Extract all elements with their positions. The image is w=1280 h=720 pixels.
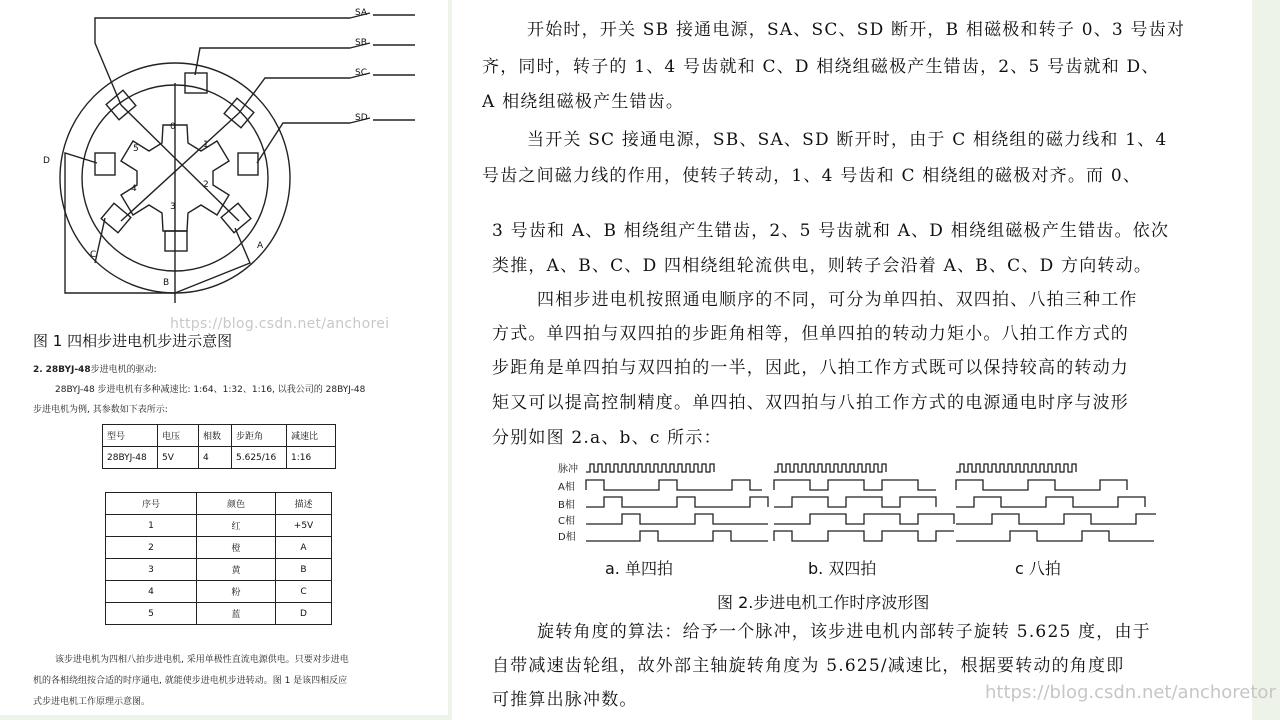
label-phase-a: A (257, 241, 264, 251)
wave-c-phase-d (956, 531, 1154, 541)
wave-caption-b: b. 双四拍 (808, 559, 877, 578)
para1-line1: 28BYJ-48 步进电机有多种减速比: 1:64、1:32、1:16, 以我公司的 28BYJ-48 (55, 385, 366, 395)
table-cell: 28BYJ-48 (103, 447, 158, 469)
table-cell: 1:16 (287, 447, 336, 469)
wave-label-c: C相 (558, 516, 575, 527)
wave-a-phase-b (586, 497, 768, 507)
para4-line2: 自带减速齿轮组，故外部主轴旋转角度为 5.625/减速比，根据要转动的角度即 (492, 656, 1125, 676)
para1-line3: A 相绕组磁极产生错齿。 (482, 92, 685, 112)
table-row (106, 581, 332, 603)
table-cell: 描述 (276, 493, 332, 515)
wave-b-phase-a (774, 480, 936, 490)
stator-pole (165, 231, 187, 251)
wave-label-pulse: 脉冲 (558, 464, 578, 475)
para2-line2: 机的各相绕组按合适的时序通电, 就能使步进电机步进转动。图 1 是该四相反应 (33, 676, 348, 686)
para3-line3: 步距角是单四拍与双四拍的一半，因此，八拍工作方式既可以保持较高的转动力 (492, 358, 1129, 378)
label-tooth: 3 (170, 202, 176, 212)
label-tooth: 1 (203, 140, 209, 150)
para3-line4: 矩又可以提高控制精度。单四拍、双四拍与八拍工作方式的电源通电时序与波形 (492, 393, 1129, 413)
wave-label-b: B相 (558, 500, 575, 511)
table-cell: 3 (106, 559, 197, 581)
wave-b-pulse (774, 464, 886, 472)
para2-line3: 3 号齿和 A、B 相绕组产生错齿，2、5 号齿就和 A、D 相绕组磁极产生错齿。依次 (492, 221, 1170, 241)
table-cell: 电压 (158, 425, 199, 447)
wave-a-pulse (586, 464, 714, 472)
table-cell: 型号 (103, 425, 158, 447)
label-phase-d: D (43, 156, 50, 166)
label-tooth: 2 (203, 180, 209, 190)
left-page-panel (0, 0, 448, 715)
label-phase-b: B (163, 278, 170, 288)
wave-a-phase-d (586, 531, 768, 541)
para3-line2: 方式。单四拍与双四拍的步距角相等，但单四拍的转动力矩小。八拍工作方式的 (492, 324, 1129, 344)
table-cell: 相数 (199, 425, 232, 447)
stator-pole (95, 153, 115, 175)
para1-line1: 开始时，开关 SB 接通电源，SA、SC、SD 断开，B 相磁极和转子 0、3 号齿对 (527, 20, 1186, 40)
wave-c-pulse (956, 464, 1076, 472)
para2-line2: 号齿之间磁力线的作用，使转子转动，1、4 号齿和 C 相绕组的磁极对齐。而 0、 (482, 166, 1142, 186)
para2-line1: 该步进电机为四相八拍步进电机, 采用单极性直流电源供电。只要对步进电 (55, 655, 349, 665)
timing-waveform-figure (556, 460, 1156, 560)
watermark: https://blog.csdn.net/anchoretor (985, 682, 1276, 703)
para4-line3: 可推算出脉冲数。 (492, 690, 638, 710)
label-sb: SB (355, 38, 367, 48)
table-header-row (106, 493, 332, 515)
para4-line1: 旋转角度的算法：给予一个脉冲，该步进电机内部转子旋转 5.625 度，由于 (537, 622, 1151, 642)
heading-model: 28BYJ-48 (45, 365, 91, 375)
right-margin (1252, 0, 1280, 720)
heading-number: 2. (33, 365, 43, 375)
table-header-row (103, 425, 336, 447)
table-cell: 5.625/16 (232, 447, 287, 469)
table-cell: 5V (158, 447, 199, 469)
table-row (106, 537, 332, 559)
table-row (106, 559, 332, 581)
section-heading (33, 362, 157, 375)
heading-rest: 步进电机的驱动: (90, 365, 157, 375)
wave-b-phase-c (774, 514, 954, 524)
wave-c-phase-b (956, 497, 1145, 507)
label-tooth: 0 (170, 122, 176, 132)
para2-line1: 当开关 SC 接通电源，SB、SA、SD 断开时，由于 C 相绕组的磁力线和 1、4 (527, 130, 1168, 150)
table-cell: +5V (276, 515, 332, 537)
label-tooth: 4 (131, 184, 137, 194)
table-cell: 序号 (106, 493, 197, 515)
wave-b-phase-d (774, 531, 954, 541)
table-cell: 2 (106, 537, 197, 559)
table-cell: 4 (199, 447, 232, 469)
table-row (106, 603, 332, 625)
para2-line4: 类推，A、B、C、D 四相绕组轮流供电，则转子会沿着 A、B、C、D 方向转动。 (492, 256, 1153, 276)
params-table (102, 424, 336, 469)
table-cell: 橙 (197, 537, 276, 559)
para1-line2: 步进电机为例, 其参数如下表所示: (33, 405, 168, 415)
table-cell: 红 (197, 515, 276, 537)
para3-line5: 分别如图 2.a、b、c 所示： (492, 428, 722, 448)
table-cell: B (276, 559, 332, 581)
table-cell: A (276, 537, 332, 559)
wave-c-phase-c (956, 514, 1156, 524)
table-row (106, 515, 332, 537)
para2-line3: 式步进电机工作原理示意图。 (33, 697, 151, 707)
wave-a-phase-c (586, 514, 768, 524)
figure1-caption: 图 1 四相步进电机步进示意图 (33, 332, 233, 350)
table-cell: 1 (106, 515, 197, 537)
table-cell: C (276, 581, 332, 603)
table-cell: 5 (106, 603, 197, 625)
wire-color-table (105, 492, 332, 625)
wave-a-phase-a (586, 480, 762, 490)
watermark: https://blog.csdn.net/anchorei (170, 316, 390, 332)
table-cell: 黄 (197, 559, 276, 581)
wave-caption-c: c 八拍 (1015, 559, 1061, 578)
table-cell: 颜色 (197, 493, 276, 515)
para3-line1: 四相步进电机按照通电顺序的不同，可分为单四拍、双四拍、八拍三种工作 (537, 290, 1138, 310)
table-cell: 蓝 (197, 603, 276, 625)
label-phase-c: C (90, 250, 97, 260)
table-cell: D (276, 603, 332, 625)
stator-pole (238, 153, 258, 175)
table-cell: 步距角 (232, 425, 287, 447)
para1-line2: 齐，同时，转子的 1、4 号齿就和 C、D 相绕组磁极产生错齿，2、5 号齿就和 D、 (482, 57, 1160, 77)
label-sa: SA (355, 8, 368, 18)
table-row (103, 447, 336, 469)
table-cell: 4 (106, 581, 197, 603)
stepper-motor-diagram (25, 3, 445, 303)
table-cell: 粉 (197, 581, 276, 603)
label-tooth: 5 (133, 144, 139, 154)
label-sd: SD (355, 113, 368, 123)
stator-pole (101, 203, 131, 232)
wave-label-d: D相 (558, 532, 576, 543)
label-sc: SC (355, 68, 367, 78)
figure2-caption: 图 2.步进电机工作时序波形图 (717, 593, 930, 612)
wave-caption-a: a. 单四拍 (605, 559, 673, 578)
table-cell: 减速比 (287, 425, 336, 447)
wave-b-phase-b (774, 497, 936, 507)
wave-c-phase-a (956, 480, 1127, 490)
wave-label-a: A相 (558, 482, 575, 493)
